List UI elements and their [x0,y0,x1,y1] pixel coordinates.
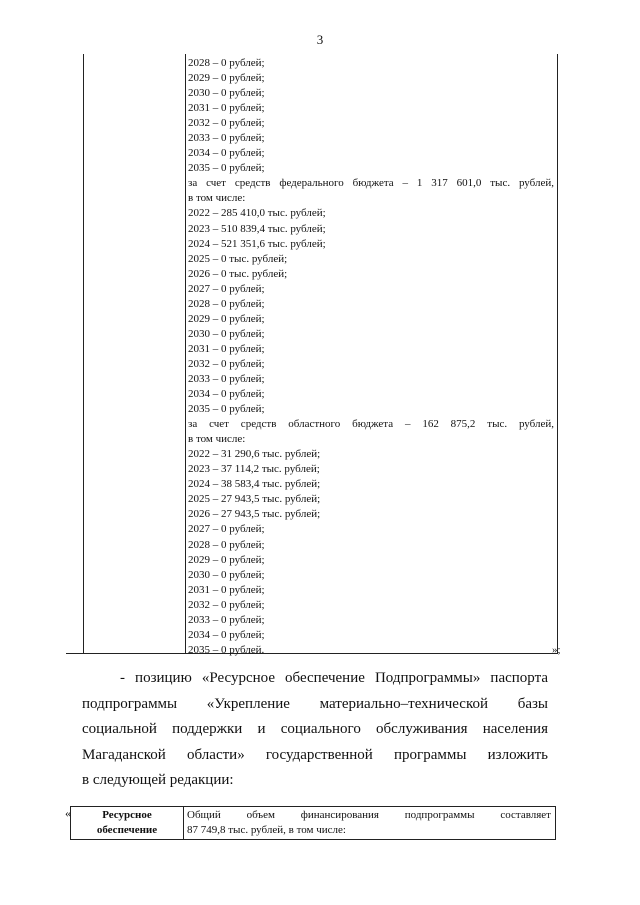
page-number: 3 [316,32,324,47]
funding-line: в том числе: [188,192,246,205]
resource-label-cell [71,807,184,840]
funding-line: 2028 – 0 рублей; [188,57,265,69]
funding-cell [188,56,554,658]
funding-line: за счет средств областного бюджета – 162 875,2 тыс. рублей, [188,418,554,431]
funding-line: 2031 – 0 рублей; [188,583,265,596]
paragraph-line: подпрограммы «Укрепление материально–технической базы [82,695,548,712]
funding-line: 2033 – 0 рублей; [188,372,265,385]
paragraph-line: Магаданской области» государственной программы изложить [82,746,548,763]
funding-line: 2023 – 37 114,2 тыс. рублей; [188,463,320,476]
funding-line: 2029 – 0 рублей; [188,72,265,85]
funding-line: 2032 – 0 рублей; [188,598,265,611]
resource-text-line: 87 749,8 тыс. рублей, в том числе: [187,824,346,836]
funding-line: 2033 – 0 рублей; [188,132,265,145]
funding-line: 2032 – 0 рублей; [188,357,265,370]
funding-line: за счет средств федерального бюджета – 1 317 601,0 тыс. рублей, [188,177,554,190]
closing-quote: »; [552,644,561,656]
funding-line: 2034 – 0 рублей; [188,388,265,401]
funding-line: 2025 – 0 тыс. рублей; [188,252,288,265]
funding-line: 2025 – 27 943,5 тыс. рублей; [188,493,321,506]
funding-line: 2035 – 0 рублей. [188,643,265,656]
funding-line: 2034 – 0 рублей; [188,147,265,160]
funding-line: 2033 – 0 рублей; [188,613,265,626]
funding-line: 2027 – 0 рублей; [188,282,265,295]
funding-line: 2031 – 0 рублей; [188,102,265,115]
paragraph-line: - позицию «Ресурсное обеспечение Подпрограммы» паспорта [120,670,548,686]
funding-line: в том числе: [188,433,246,446]
paragraph-line: социальной поддержки и социального обслуживания населения [82,721,548,737]
column-divider [185,54,186,653]
funding-line: 2031 – 0 рублей; [188,342,265,355]
funding-line: 2028 – 0 рублей; [188,538,265,551]
funding-line: 2032 – 0 рублей; [188,117,265,130]
resource-text-line: Общий объем финансирования подпрограммы составляет [187,809,551,821]
opening-quote: « [65,806,71,820]
funding-line: 2034 – 0 рублей; [188,628,265,641]
funding-table [83,54,558,654]
funding-line: 2029 – 0 рублей; [188,553,265,566]
funding-line: 2022 – 285 410,0 тыс. рублей; [188,207,326,220]
resource-label-line: Ресурсное [102,809,152,821]
funding-line: 2023 – 510 839,4 тыс. рублей; [188,222,326,235]
funding-line: 2029 – 0 рублей; [188,312,265,325]
funding-line: 2026 – 0 тыс. рублей; [188,267,288,280]
funding-line: 2024 – 521 351,6 тыс. рублей; [188,237,326,250]
funding-line: 2035 – 0 рублей; [188,403,265,416]
funding-line: 2024 – 38 583,4 тыс. рублей; [188,478,321,491]
resource-label-line: обеспечение [96,824,158,836]
funding-line: 2030 – 0 рублей; [188,87,265,100]
funding-line: 2022 – 31 290,6 тыс. рублей; [188,448,321,461]
body-paragraph [82,666,548,794]
funding-line: 2026 – 27 943,5 тыс. рублей; [188,508,321,521]
resource-table [70,806,556,840]
funding-line: 2027 – 0 рублей; [188,523,265,536]
funding-line: 2035 – 0 рублей; [188,162,265,175]
paragraph-line: в следующей редакции: [82,772,234,788]
resource-text-cell [187,808,551,838]
funding-line: 2028 – 0 рублей; [188,297,265,310]
table-underline [66,653,86,654]
funding-line: 2030 – 0 рублей; [188,327,265,340]
funding-line: 2030 – 0 рублей; [188,568,265,581]
